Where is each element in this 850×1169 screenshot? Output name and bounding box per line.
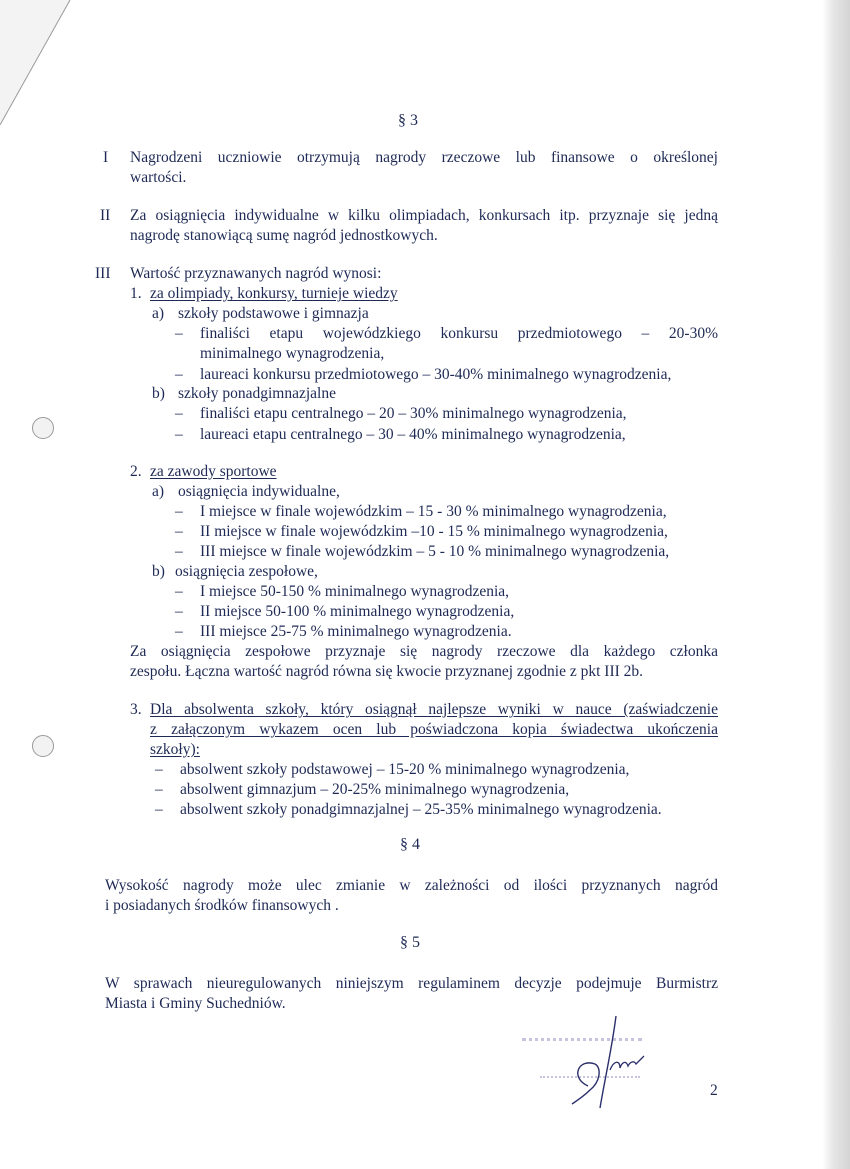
paragraph-1-line2: wartości. [130, 169, 187, 186]
section-4-line1: Wysokość nagrody może ulec zmianie w zależności od ilości przyznanych nagród [105, 877, 718, 894]
item-3-entry-3: absolwent szkoły ponadgimnazjalnej – 25-35% minimalnego wynagrodzenia. [180, 801, 662, 818]
item-1a-entry-1-line1: finaliści etapu wojewódzkiego konkursu przedmiotowego – 20-30% [200, 325, 718, 342]
section-5-heading: § 5 [400, 934, 420, 951]
item-1-label: 1. [130, 285, 142, 302]
section-4-line2: i posiadanych środków finansowych . [105, 897, 339, 914]
list-dash: – [175, 583, 183, 600]
item-1b-entry-2: laureaci etapu centralnego – 30 – 40% minimalnego wynagrodzenia, [200, 426, 626, 443]
list-dash: – [175, 543, 183, 560]
signature [550, 1008, 660, 1118]
item-1b-title: szkoły ponadgimnazjalne [178, 385, 336, 402]
paragraph-1-line1: Nagrodzeni uczniowie otrzymują nagrody rzeczowe lub finansowe o określonej [130, 149, 718, 166]
list-dash: – [175, 623, 183, 640]
list-dash: – [175, 603, 183, 620]
page-number: 2 [710, 1082, 718, 1099]
item-2-note-line2: zespołu. Łączna wartość nagród równa się kwocie przyznanej zgodnie z pkt III 2b. [130, 663, 644, 680]
list-dash: – [175, 503, 183, 520]
item-2b-title: osiągnięcia zespołowe, [175, 563, 318, 580]
item-1a-label: a) [152, 305, 165, 322]
list-dash: – [175, 366, 183, 383]
item-2a-entry-3: III miejsce w finale wojewódzkim – 5 - 10 % minimalnego wynagrodzenia, [200, 543, 670, 560]
item-1a-entry-1-line2: minimalnego wynagrodzenia, [200, 345, 385, 362]
paragraph-2-line1: Za osiągnięcia indywidualne w kilku olimpiadach, konkursach itp. przyznaje się jedną [130, 207, 718, 224]
list-dash: – [175, 325, 183, 342]
item-1a-title: szkoły podstawowe i gimnazja [178, 305, 369, 322]
paragraph-3-number: III [95, 265, 111, 282]
item-2b-entry-3: III miejsce 25-75 % minimalnego wynagrodzenia. [200, 623, 512, 640]
item-3-title-line3: szkoły): [150, 741, 200, 758]
item-2a-label: a) [152, 483, 165, 500]
paragraph-1-number: I [103, 149, 109, 166]
section-5-line2: Miasta i Gminy Suchedniów. [105, 995, 286, 1012]
item-3-entry-2: absolwent gimnazjum – 20-25% minimalnego wynagrodzenia, [180, 781, 570, 798]
item-1b-label: b) [152, 385, 165, 402]
section-3-heading: § 3 [398, 112, 418, 129]
section-5-line1: W sprawach nieuregulowanych niniejszym regulaminem decyzje podejmuje Burmistrz [105, 975, 718, 992]
list-dash: – [155, 761, 163, 778]
list-dash: – [155, 801, 163, 818]
paragraph-2-number: II [100, 207, 111, 224]
item-1-title: za olimpiady, konkursy, turnieje wiedzy [150, 285, 398, 302]
item-2b-entry-1: I miejsce 50-150 % minimalnego wynagrodzenia, [200, 583, 510, 600]
item-3-title-line2: z załączonym wykazem ocen lub poświadczona kopia świadectwa ukończenia [150, 721, 718, 738]
list-dash: – [175, 426, 183, 443]
paragraph-2-line2: nagrodę stanowiącą sumę nagród jednostkowych. [130, 227, 438, 244]
item-2-note-line1: Za osiągnięcia zespołowe przyznaje się nagrody rzeczowe dla każdego członka [130, 643, 718, 660]
item-1a-entry-2: laureaci konkursu przedmiotowego – 30-40% minimalnego wynagrodzenia, [200, 366, 672, 383]
list-dash: – [175, 405, 183, 422]
list-dash: – [175, 523, 183, 540]
item-3-title-line1: Dla absolwenta szkoły, który osiągnął najlepsze wyniki w nauce (zaświadczenie [150, 701, 718, 718]
item-2a-title: osiągnięcia indywidualne, [178, 483, 340, 500]
item-3-label: 3. [130, 701, 142, 718]
item-3-entry-1: absolwent szkoły podstawowej – 15-20 % minimalnego wynagrodzenia, [180, 761, 630, 778]
list-dash: – [155, 781, 163, 798]
item-2-label: 2. [130, 463, 142, 480]
item-2a-entry-1: I miejsce w finale wojewódzkim – 15 - 30 % minimalnego wynagrodzenia, [200, 503, 667, 520]
item-2b-label: b) [152, 563, 165, 580]
item-2b-entry-2: II miejsce 50-100 % minimalnego wynagrodzenia, [200, 603, 515, 620]
item-2-title: za zawody sportowe [150, 463, 277, 480]
item-2a-entry-2: II miejsce w finale wojewódzkim –10 - 15 % minimalnego wynagrodzenia, [200, 523, 668, 540]
paragraph-3-intro: Wartość przyznawanych nagród wynosi: [130, 265, 382, 282]
section-4-heading: § 4 [400, 836, 420, 853]
item-1b-entry-1: finaliści etapu centralnego – 20 – 30% minimalnego wynagrodzenia, [200, 405, 627, 422]
